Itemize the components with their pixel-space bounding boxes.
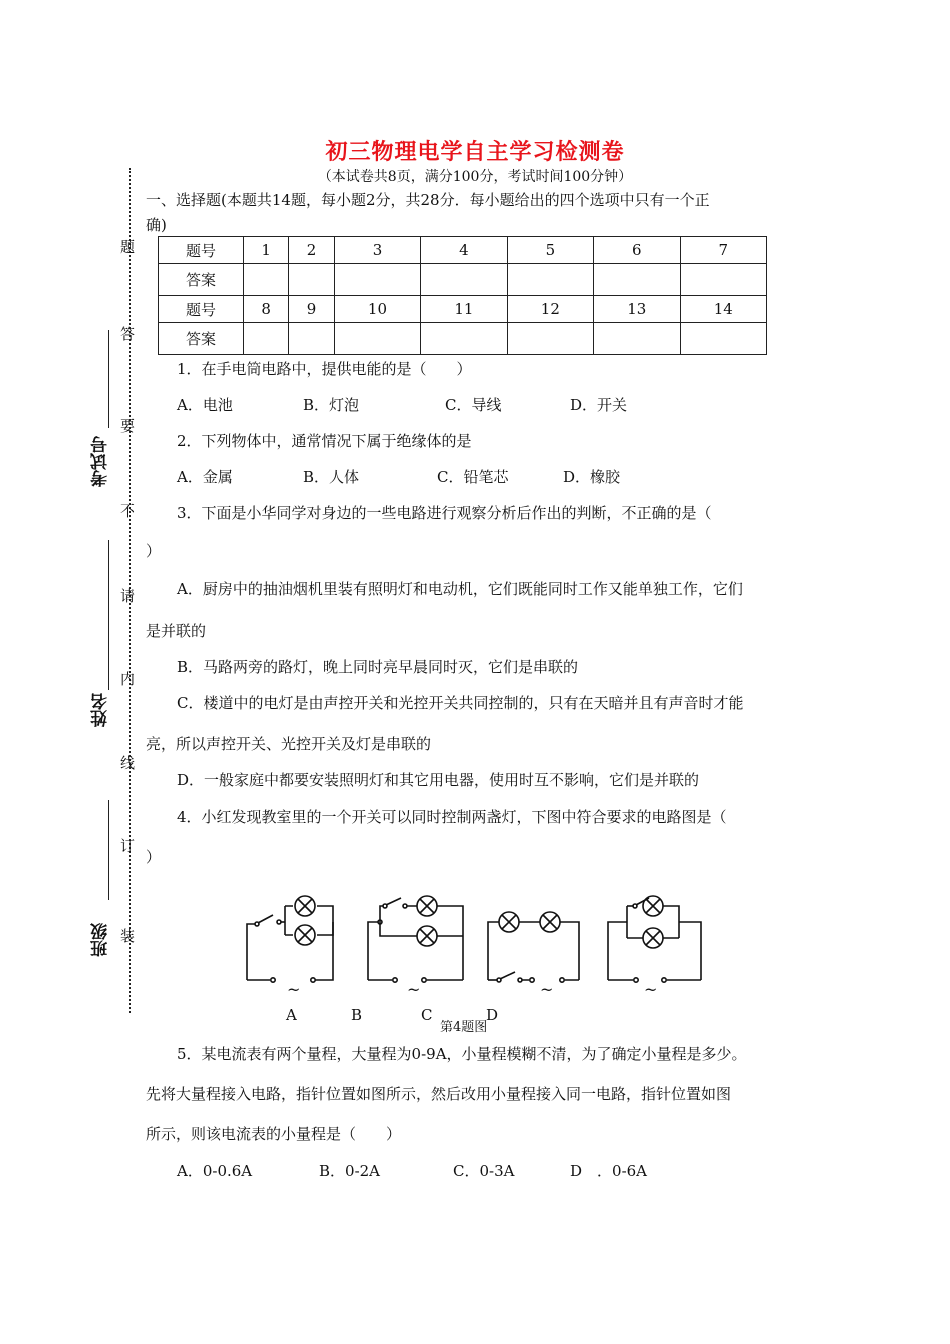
table-row — [159, 323, 767, 355]
answer-table — [158, 236, 767, 355]
binding-word-6: 内 — [120, 670, 136, 688]
q3-option-d[interactable]: D．一般家庭中都要安装照明灯和其它用电器，使用时互不影响，它们是并联的 — [177, 771, 700, 789]
q2-option-a[interactable]: A．金属 — [177, 468, 233, 486]
table-cell: 10 — [334, 296, 420, 323]
q4-label-c: C — [421, 1006, 433, 1024]
exam-number-label: 考试号 — [91, 436, 111, 487]
circuit-b — [368, 896, 463, 982]
q3-option-a-cont: 是并联的 — [146, 622, 207, 640]
q2-stem: 2．下列物体中，通常情况下属于绝缘体的是 — [177, 432, 472, 450]
table-cell: 1 — [244, 237, 289, 264]
table-cell: 4 — [421, 237, 507, 264]
table-cell: 13 — [594, 296, 680, 323]
answer-input-8[interactable] — [244, 323, 289, 355]
answer-input-7[interactable] — [680, 264, 767, 296]
table-cell: 11 — [421, 296, 507, 323]
q3-option-b[interactable]: B．马路两旁的路灯，晚上同时亮早晨同时灭，它们是串联的 — [177, 658, 579, 676]
page-title: 初三物理电学自主学习检测卷 — [325, 139, 625, 165]
binding-word-4: 不 — [120, 502, 136, 520]
answer-input-9[interactable] — [289, 323, 334, 355]
table-cell: 题号 — [159, 237, 244, 264]
circuit-a-source: ~ — [287, 980, 301, 999]
table-cell: 14 — [680, 296, 767, 323]
table-cell: 8 — [244, 296, 289, 323]
answer-input-3[interactable] — [334, 264, 420, 296]
table-cell: 12 — [507, 296, 593, 323]
answer-input-2[interactable] — [289, 264, 334, 296]
answer-input-10[interactable] — [334, 323, 420, 355]
q4-stem-cont: ） — [146, 848, 162, 866]
q5-stem: 5．某电流表有两个量程，大量程为0-9A，小量程模糊不清，为了确定小量程是多少。 — [177, 1045, 747, 1063]
binding-word-1: 题 — [120, 238, 136, 256]
q1-option-b[interactable]: B．灯泡 — [303, 396, 360, 414]
q1-option-c[interactable]: C．导线 — [445, 396, 502, 414]
q2-option-c[interactable]: C．铅笔芯 — [437, 468, 509, 486]
q4-label-d: D — [486, 1006, 499, 1024]
binding-word-9: 装 — [120, 927, 136, 945]
table-row — [159, 264, 767, 296]
answer-input-11[interactable] — [421, 323, 507, 355]
q5-option-b[interactable]: B．0-2A — [319, 1162, 381, 1180]
binding-word-7: 线 — [120, 754, 136, 772]
table-cell: 答案 — [159, 323, 244, 355]
q1-option-a[interactable]: A．电池 — [177, 396, 233, 414]
table-row — [159, 296, 767, 323]
q3-option-c-cont: 亮，所以声控开关、光控开关及灯是串联的 — [146, 735, 432, 753]
q2-option-b[interactable]: B．人体 — [303, 468, 360, 486]
binding-word-2: 答 — [120, 325, 136, 343]
table-cell: 6 — [594, 237, 680, 264]
name-line — [108, 540, 109, 690]
circuit-c — [488, 912, 579, 982]
page-subtitle: （本试卷共8页，满分100分，考试时间100分钟） — [317, 169, 633, 185]
q3-option-a[interactable]: A．厨房中的抽油烟机里装有照明灯和电动机，它们既能同时工作又能单独工作，它们 — [177, 580, 743, 598]
table-cell: 5 — [507, 237, 593, 264]
answer-input-6[interactable] — [594, 264, 680, 296]
circuit-d — [608, 896, 701, 982]
table-cell: 答案 — [159, 264, 244, 296]
answer-input-12[interactable] — [507, 323, 593, 355]
table-row — [159, 237, 767, 264]
answer-input-4[interactable] — [421, 264, 507, 296]
q3-option-c[interactable]: C．楼道中的电灯是由声控开关和光控开关共同控制的，只有在天暗并且有声音时才能 — [177, 694, 744, 712]
q5-option-a[interactable]: A．0-0.6A — [177, 1162, 253, 1180]
table-cell: 7 — [680, 237, 767, 264]
q4-stem: 4．小红发现教室里的一个开关可以同时控制两盏灯，下图中符合要求的电路图是（ — [177, 808, 727, 826]
class-line — [108, 800, 109, 900]
circuit-a — [247, 896, 333, 982]
q3-stem: 3．下面是小华同学对身边的一些电路进行观察分析后作出的判断，不正确的是（ — [177, 504, 712, 522]
section1-heading: 一、选择题(本题共14题，每小题2分，共28分．每小题给出的四个选项中只有一个正 — [146, 191, 710, 209]
binding-word-3: 要 — [120, 417, 136, 435]
table-cell: 9 — [289, 296, 334, 323]
q5-stem-cont-2: 所示，则该电流表的小量程是（ ） — [146, 1125, 402, 1143]
name-label: 姓名 — [91, 693, 111, 727]
binding-word-5: 请 — [120, 587, 136, 605]
table-cell: 题号 — [159, 296, 244, 323]
q5-option-d[interactable]: D ．0-6A — [570, 1162, 648, 1180]
q1-option-d[interactable]: D．开关 — [570, 396, 628, 414]
binding-word-8: 订 — [120, 837, 136, 855]
answer-input-1[interactable] — [244, 264, 289, 296]
circuit-b-source: ~ — [407, 980, 421, 999]
class-label: 班级 — [91, 923, 111, 957]
q5-stem-cont-1: 先将大量程接入电路，指针位置如图所示，然后改用小量程接入同一电路，指针位置如图 — [146, 1085, 732, 1103]
q5-option-c[interactable]: C．0-3A — [453, 1162, 515, 1180]
q1-stem: 1．在手电筒电路中，提供电能的是（ ） — [177, 360, 472, 378]
section1-heading-cont: 确) — [146, 216, 167, 234]
q4-figure-caption: 第4题图 — [440, 1020, 488, 1035]
q4-label-a: A — [286, 1006, 297, 1024]
q2-option-d[interactable]: D．橡胶 — [563, 468, 621, 486]
table-cell: 2 — [289, 237, 334, 264]
q4-circuit-figure — [235, 882, 715, 1032]
exam-number-line — [108, 330, 109, 428]
table-cell: 3 — [334, 237, 420, 264]
circuit-c-source: ~ — [540, 980, 554, 999]
answer-input-5[interactable] — [507, 264, 593, 296]
q4-label-b: B — [351, 1006, 363, 1024]
circuit-d-source: ~ — [644, 980, 658, 999]
q3-stem-cont: ） — [146, 542, 162, 560]
answer-input-13[interactable] — [594, 323, 680, 355]
answer-input-14[interactable] — [680, 323, 767, 355]
